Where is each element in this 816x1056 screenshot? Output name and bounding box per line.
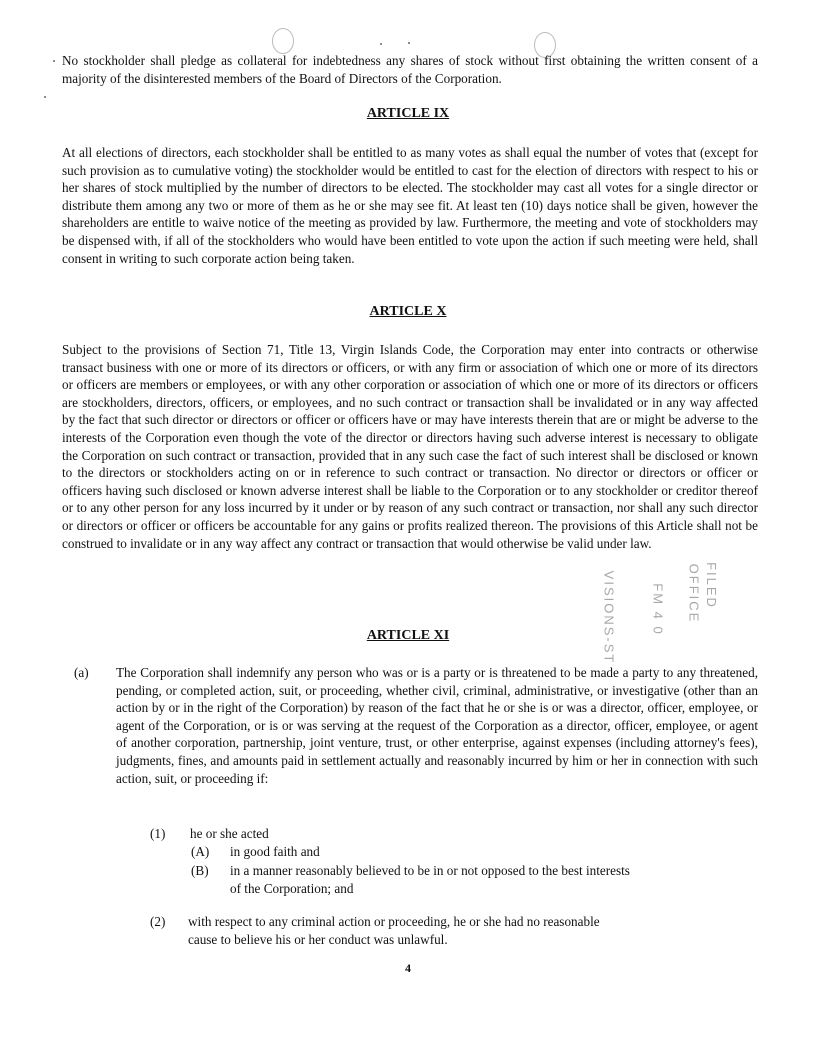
article-x-heading: ARTICLE X — [369, 304, 447, 319]
stamp-line-3: FM 4 0 — [650, 583, 666, 636]
item-1-sub-a-text: in good faith and — [230, 844, 320, 859]
item-1-sub-b-text: in a manner reasonably believed to be in or not opposed to the best interests of the Corporation; and — [230, 863, 630, 896]
article-x-paragraph: Subject to the provisions of Section 71, Title 13, Virgin Islands Code, the Corporation may enter into contracts or otherwise transact business with one or more of its directors or officers, or with any firm or association of which one or more of its directors or officers are members or employees, or with any other corporation or association of which one or more of its directors or officers are stockholders, directors, officers, or employees, and no such contract or transaction shall be invalidated or in any way affected by the fact that such director or directors or officer or officers have or may have interests therein that are or might be adverse to the interests of the Corporation even though the vote of the director or directors having such adverse interest is necessary to obligate the Corporation on such contract or transaction, provided that in any such case the fact of such interest shall be disclosed or known to the directors or stockholders acting on or in reference to such contract or transaction. No director or directors or officer or officers having such disclosed or known adverse interest shall be liable to the Corporation or to any stockholder or creditor thereof or to any other person for any loss incurred by it under or by reason of any such contract or transaction, nor shall any such director or directors or officer or officers be accountable for any gains or profits realized thereon. The provisions of this Article shall not be construed to invalidate or in any way affect any contract or transaction that would otherwise be valid under law. — [62, 342, 758, 551]
scan-speck — [44, 96, 46, 98]
scan-speck — [380, 43, 382, 45]
article-xi-heading: ARTICLE XI — [366, 628, 450, 643]
item-a-paragraph: The Corporation shall indemnify any person who was or is a party or is threatened to be made a party to any threatened, pending, or completed action, suit, or proceeding, whether civil, criminal, administrative, or investigative (other than an action by or in the right of the Corporation) by reason of the fact that he or she is or was a director, officer, employee, or agent of the Corporation, or is or was serving at the request of the Corporation as a director, officer, employee, or agent of another corporation, partnership, joint venture, trust, or other enterprise, against expenses (including attorney's fees), judgments, fines, and amounts paid in settlement actually and reasonably incurred by him or her in connection with such action, suit, or proceeding if: — [116, 665, 758, 786]
item-2-label: (2) — [150, 914, 166, 929]
item-1-text: he or she acted — [190, 826, 269, 841]
page-number: 4 — [405, 961, 411, 975]
scan-speck — [408, 42, 410, 44]
item-a-label: (a) — [74, 665, 89, 680]
article-ix-paragraph: At all elections of directors, each stockholder shall be entitled to as many votes as shall equal the number of votes that (except for such provision as to cumulative voting) the stockholder would be entitled to cast for the election of directors with respect to his or her shares of stock multiplied by the number of directors to be elected. The stockholder may cast all votes for a single director or distribute them among any two or more of them as he or she may see fit. At least ten (10) days notice shall be given, however the shareholders are entitle to waive notice of the meeting as provided by law. Furthermore, the meeting and vote of stockholders may be dispensed with, if all of the stockholders who would have been entitled to vote upon the action if such meeting were held, shall consent in writing to such corporate action being taken. — [62, 145, 758, 266]
received-stamp — [560, 520, 730, 680]
article-ix-heading: ARTICLE IX — [366, 106, 450, 121]
stamp-line-1: FILED — [703, 562, 719, 609]
item-1-sub-a-label: (A) — [191, 844, 210, 859]
item-2-text: with respect to any criminal action or proceeding, he or she had no reasonable cause to believe his or her conduct was unlawful. — [188, 914, 600, 947]
scan-speck — [53, 60, 55, 62]
stamp-line-4: VISIONS-ST — [601, 570, 617, 665]
item-1-label: (1) — [150, 826, 166, 841]
stamp-line-2: OFFICE — [686, 563, 702, 624]
intro-paragraph: No stockholder shall pledge as collateral for indebtedness any shares of stock without first obtaining the written consent of a majority of the disinterested members of the Board of Directors of the Corporation. — [62, 53, 758, 86]
hole-punch-mark — [272, 28, 294, 54]
item-1-sub-b-label: (B) — [191, 863, 209, 878]
